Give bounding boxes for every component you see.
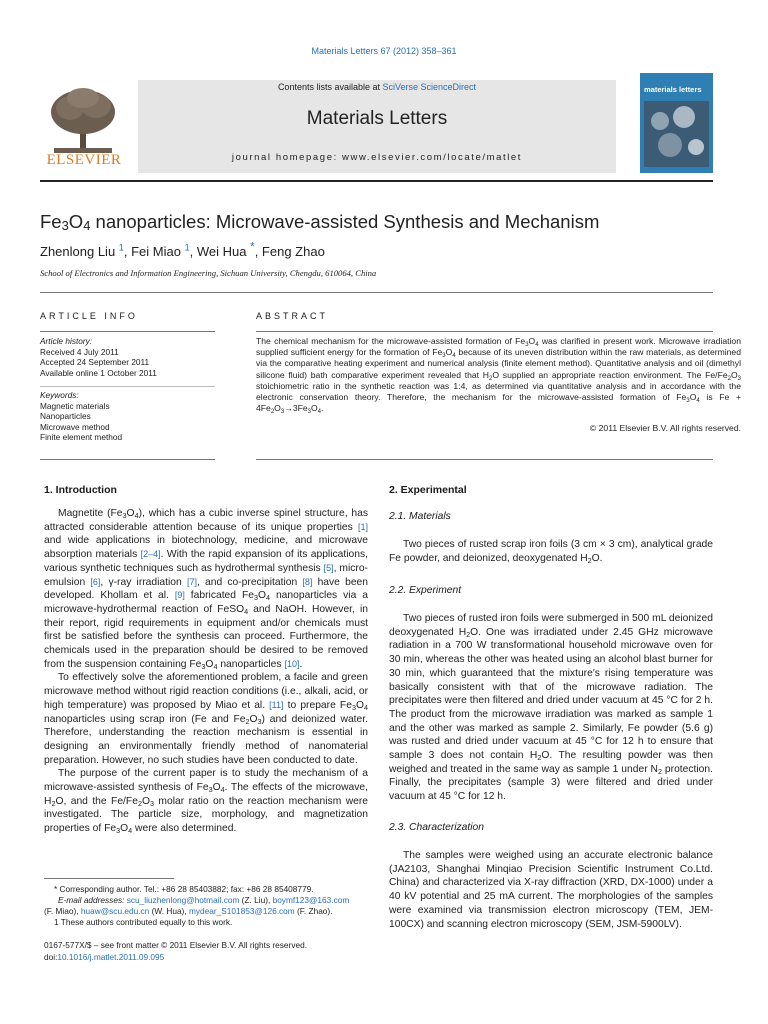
elsevier-wordmark: ELSEVIER — [46, 152, 122, 168]
citation-link[interactable]: [5] — [323, 562, 334, 573]
citation-link[interactable]: [10] — [284, 658, 300, 669]
journal-reference[interactable]: Materials Letters 67 (2012) 358–361 — [311, 46, 457, 56]
introduction-heading: 1. Introduction — [44, 484, 117, 496]
footnote-divider — [44, 878, 174, 879]
citation-link[interactable]: [2–4] — [140, 549, 161, 560]
author-list: Zhenlong Liu $^1$, Fei Miao $^1$, Wei Hua *, Feng Zhao — [40, 240, 325, 259]
experimental-heading: 2. Experimental — [389, 484, 467, 496]
doi-link[interactable]: 10.1016/j.matlet.2011.09.095 — [57, 951, 165, 962]
doi-line: doi:10.1016/j.matlet.2011.09.095 — [44, 951, 165, 962]
cover-title: materials letters — [644, 85, 702, 94]
abstract-divider — [256, 331, 713, 332]
materials-body: Two pieces of rusted scrap iron foils (3 cm × 3 cm), analytical grade Fe powder, and deionized, deoxygenated $H_2O$. — [389, 539, 713, 565]
cover-image-icon — [640, 97, 713, 173]
email-link[interactable]: huaw@scu.edu.cn — [80, 906, 150, 916]
keywords: Keywords: Magnetic materials Nanoparticles Microwave method Finite element method — [40, 390, 215, 443]
footnotes — [44, 884, 368, 928]
experiment-body: Two pieces of rusted iron foils were submerged in 500 mL deionized deoxygenated $H_2O$. One was irradiated under 2.45 GHz microwave radiation in a 700 W transformational household microwave oven for 30 min, whereas the other was heated using an alcohol blast burner for 30 min, which guaranteed that the mixture's rising temperature was basically consistent with that of the microwave radiation. The precipitates were then filtered and dried under vacuum at 45 °C for 2 h. The product from the microwave irradiation was marked as sample 1 and the other was marked as sample 2. Similarly, Fe powder (5.6 g) was rusted and dried under vacuum at 45 °C for 12 h to ensure that sample 3 does not contain $H_2O$. The resulting powder was then weighed and treated in the same way as sample 1 under $N_2$ protection. Finally, the precipitates (sample 3) were filtered and dried under vacuum at 45 °C for 12 h. — [389, 613, 713, 803]
citation-link[interactable]: [8] — [302, 576, 313, 587]
header-divider — [40, 180, 713, 182]
keyword-item: Finite element method — [40, 432, 123, 442]
author-name: Fei Miao — [131, 244, 181, 259]
intro-paragraph: The purpose of the current paper is to study the mechanism of a microwave-assisted synthesis of $Fe_3O_4$. The effects of the microwave, $H_2O$, and the $Fe/Fe_2O_3$ molar ratio on the reaction mechanism were investigated. The particle size, morphology, and magnetization properties of $Fe_3O_4$ were also determined. — [44, 768, 369, 836]
experiment-heading: 2.2. Experiment — [389, 585, 462, 596]
journal-header-banner — [138, 80, 616, 173]
intro-paragraph: To effectively solve the aforementioned problem, a facile and green microwave method without rigid reaction conditions (i.e., alkali, acid, or high temperature) was proposed by Miao et al. [11] to prepare $Fe_3O_4$ nanoparticles using scrap iron (Fe and $Fe_2O_3$) and deionized water. Therefore, understanding the reaction mechanism is essential in designing an environmentally friendly method of nanomaterial preparation. However, no such studies have been conducted to date. — [44, 672, 368, 766]
equal-contribution-note: 1 These authors contributed equally to this work. — [54, 917, 233, 927]
email-link[interactable]: scu_liuzhenlong@hotmail.com — [126, 895, 240, 905]
introduction-body — [44, 507, 368, 836]
history-divider — [40, 386, 215, 387]
citation-link[interactable]: [11] — [269, 699, 284, 710]
author-footnote-mark[interactable]: 1 — [184, 242, 190, 253]
email-addresses-cont: (F. Miao), huaw@scu.edu.cn (W. Hua), mydear_S101853@126.com (F. Zhao). — [44, 906, 333, 916]
materials-heading: 2.1. Materials — [389, 511, 451, 522]
keyword-item: Nanoparticles — [40, 411, 91, 421]
affiliation-divider — [40, 292, 713, 293]
email-addresses: E-mail addresses: scu_liuzhenlong@hotmail.com (Z. Liu), boymf123@163.com — [58, 895, 350, 905]
journal-cover — [640, 73, 713, 173]
journal-homepage[interactable]: journal homepage: www.elsevier.com/locate/matlet — [231, 152, 523, 163]
copyright-notice: © 2011 Elsevier B.V. All rights reserved. — [589, 423, 741, 433]
citation-link[interactable]: [6] — [90, 576, 101, 587]
intro-paragraph: Magnetite $(Fe_3O_4)$, which has a cubic inverse spinel structure, has attracted considerable attention because of its unique properties [1] and wide applications in biotechnology, medicine, and microwave absorption materials [2–4]. With the rapid expansion of its applications, various synthetic techniques such as hydrothermal synthesis [5], micro-emulsion [6], γ-ray irradiation [7], and co-precipitation [8] have been developed. Khollam et al. [9] fabricated $Fe_3O_4$ nanoparticles via a microwave-hydrothermal reaction of FeSO$_4$ and NaOH. However, in their report, rigid requirements in equipment and/or chemicals must first be satisfied before the synthesis can proceed. Furthermore, the chemicals used in the preparation should be desired to be removed from the suspension containing $Fe_3O_4$ nanoparticles [10]. — [44, 508, 369, 671]
article-title: $Fe_3O_4$ nanoparticles: Microwave-assisted Synthesis and Mechanism — [40, 211, 600, 233]
affiliation: School of Electronics and Information Engineering, Sichuan University, Chengdu, 610064, China — [40, 268, 377, 278]
author-name: Wei Hua — [196, 244, 247, 259]
keyword-item: Microwave method — [40, 421, 110, 432]
citation-link[interactable]: [9] — [174, 590, 185, 601]
abstract-body: The chemical mechanism for the microwave-assisted formation of $Fe_3O_4$ was clarified in present work. Microwave irradiation supplied sufficient energy for the formation of $Fe_3O_4$ because of its uneven distribution within the raw materials, as determined via the comparative heating experiment and numerical analysis (finite element method). Quantitative analysis and oil (dimethyl silicone fluid) bath comparative experiment revealed that $H_2O$ supplied an appropriate reaction environment. The $Fe/Fe_2O_3$ stoichiometric ratio in the synthetic reaction was 1:4, as determined via quantitative analysis and in accordance with the electronic conservation theory. Therefore, the mechanism for the microwave-assisted formation of $Fe_3O_4$ is $Fe + 4Fe_2O_3\to 3Fe_3O_4$. — [256, 336, 741, 416]
corresponding-author-note: * Corresponding author. Tel.: +86 28 85403882; fax: +86 28 85408779. — [54, 884, 314, 894]
article-info-heading: ARTICLE INFO — [40, 311, 138, 321]
elsevier-logo — [40, 80, 128, 173]
issn-doi — [44, 940, 384, 963]
journal-title: Materials Letters — [306, 108, 448, 129]
abstract-bottom-divider — [256, 459, 713, 460]
article-info-divider — [40, 331, 215, 332]
corresponding-author-mark[interactable]: * — [250, 240, 255, 254]
citation-link[interactable]: [1] — [357, 521, 368, 532]
email-link[interactable]: boymf123@163.com — [272, 895, 350, 905]
article-history: Article history: Received 4 July 2011 Accepted 24 September 2011 Available online 1 October 2011 — [40, 336, 157, 378]
issn-line: 0167-577X/$ – see front matter © 2011 Elsevier B.V. All rights reserved. — [44, 940, 307, 950]
characterization-body: The samples were weighed using an accurate electronic balance (JA2103, Shanghai Minqiao Precision Scientific Instrument Co.Ltd. China) and characterized via X-ray diffraction (XRD, DX-1000) under a 40 kV potential and 25 mA current. The morphologies of the samples were examined via transmission electron microscopy (TEM, JEM-100CX) and scanning electron microscopy (SEM, JSM-5900LV). — [389, 850, 713, 930]
info-bottom-divider — [40, 459, 215, 460]
sciencedirect-link[interactable]: SciVerse ScienceDirect — [382, 82, 477, 92]
characterization-heading: 2.3. Characterization — [389, 822, 485, 833]
email-link[interactable]: mydear_S101853@126.com — [188, 906, 295, 916]
contents-prefix: Contents lists available at — [277, 82, 383, 92]
abstract-heading: ABSTRACT — [256, 311, 329, 321]
author-footnote-mark[interactable]: 1 — [118, 242, 124, 253]
contents-line — [138, 82, 616, 92]
keyword-item: Magnetic materials — [40, 400, 110, 411]
citation-link[interactable]: [7] — [186, 576, 197, 587]
author-name: Zhenlong Liu — [40, 244, 116, 259]
author-name: Feng Zhao — [261, 244, 325, 259]
